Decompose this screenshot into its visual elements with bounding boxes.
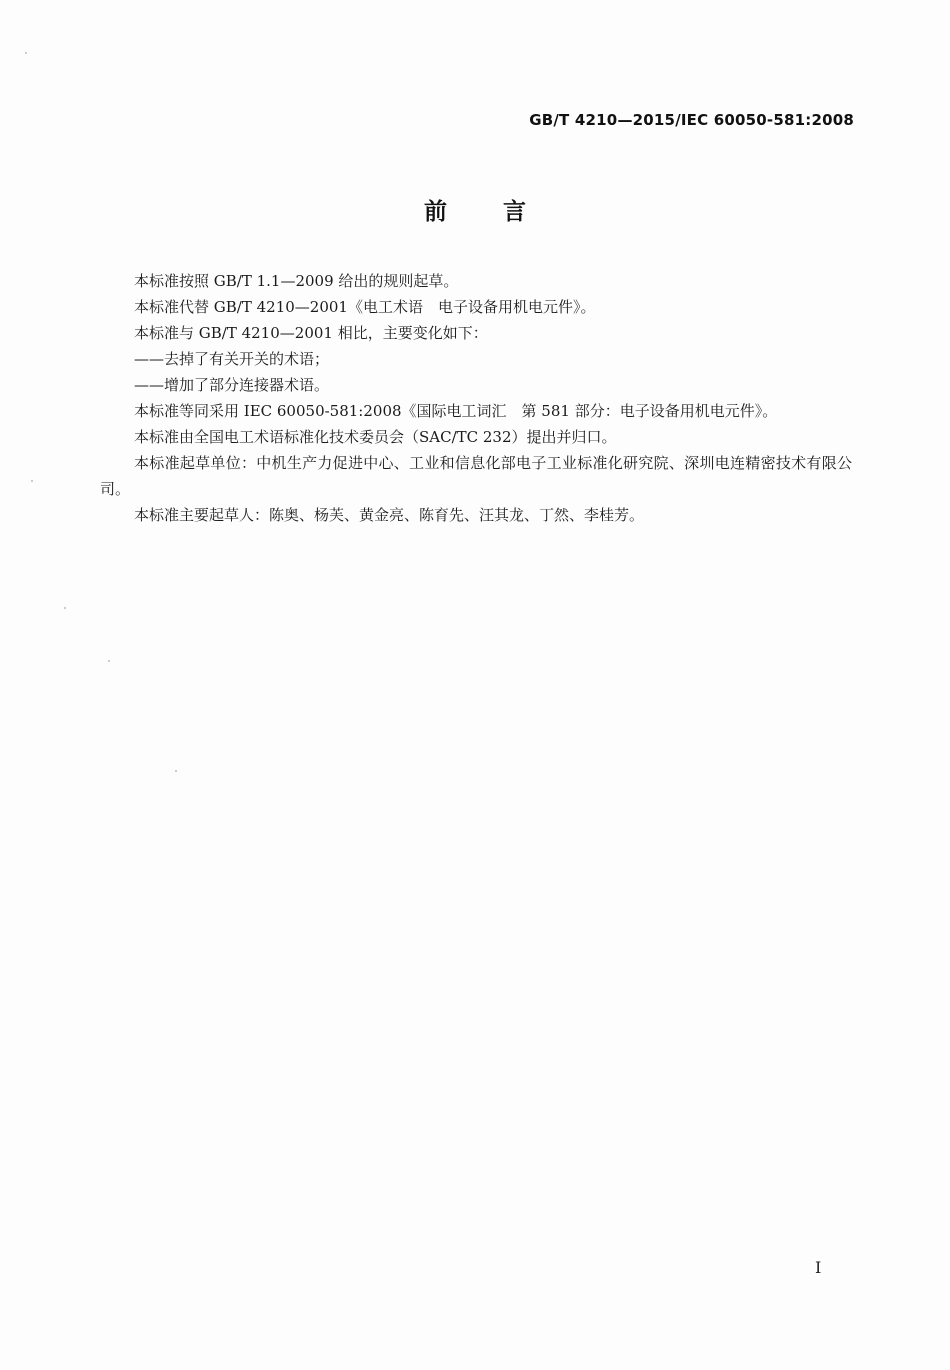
paragraph-replaces: 本标准代替 GB/T 4210—2001《电工术语 电子设备用机电元件》。: [134, 298, 596, 316]
paragraph-drafters: 本标准主要起草人：陈奥、杨芙、黄金亮、陈育先、汪其龙、丁然、李桂芳。: [134, 506, 645, 524]
paragraph-identical-adoption: 本标准等同采用 IEC 60050-581:2008《国际电工词汇 第 581 部分：电子设备用机电元件》。: [134, 402, 778, 420]
paragraph-proposed-by: 本标准由全国电工术语标准化技术委员会（SAC/TC 232）提出并归口。: [134, 428, 617, 446]
scan-speck: [25, 52, 27, 54]
scan-speck: [175, 770, 177, 772]
paragraph-drafting-rules: 本标准按照 GB/T 1.1—2009 给出的规则起草。: [134, 272, 459, 290]
page-number: I: [815, 1258, 822, 1277]
scan-speck: [31, 480, 33, 482]
scan-speck: [108, 660, 110, 662]
paragraph-drafting-units: 本标准起草单位：中机生产力促进中心、工业和信息化部电子工业标准化研究院、深圳电连精密技术有限公司。: [100, 454, 852, 498]
standard-code-header: GB/T 4210—2015/IEC 60050-581:2008: [529, 111, 854, 129]
page-title: 前言: [424, 199, 582, 225]
list-item-change-added: ——增加了部分连接器术语。: [134, 376, 330, 394]
paragraph-main-changes: 本标准与 GB/T 4210—2001 相比，主要变化如下：: [134, 324, 488, 342]
list-item-change-removed: ——去掉了有关开关的术语；: [134, 350, 330, 368]
scan-speck: [64, 607, 66, 609]
foreword-body: [100, 268, 852, 528]
